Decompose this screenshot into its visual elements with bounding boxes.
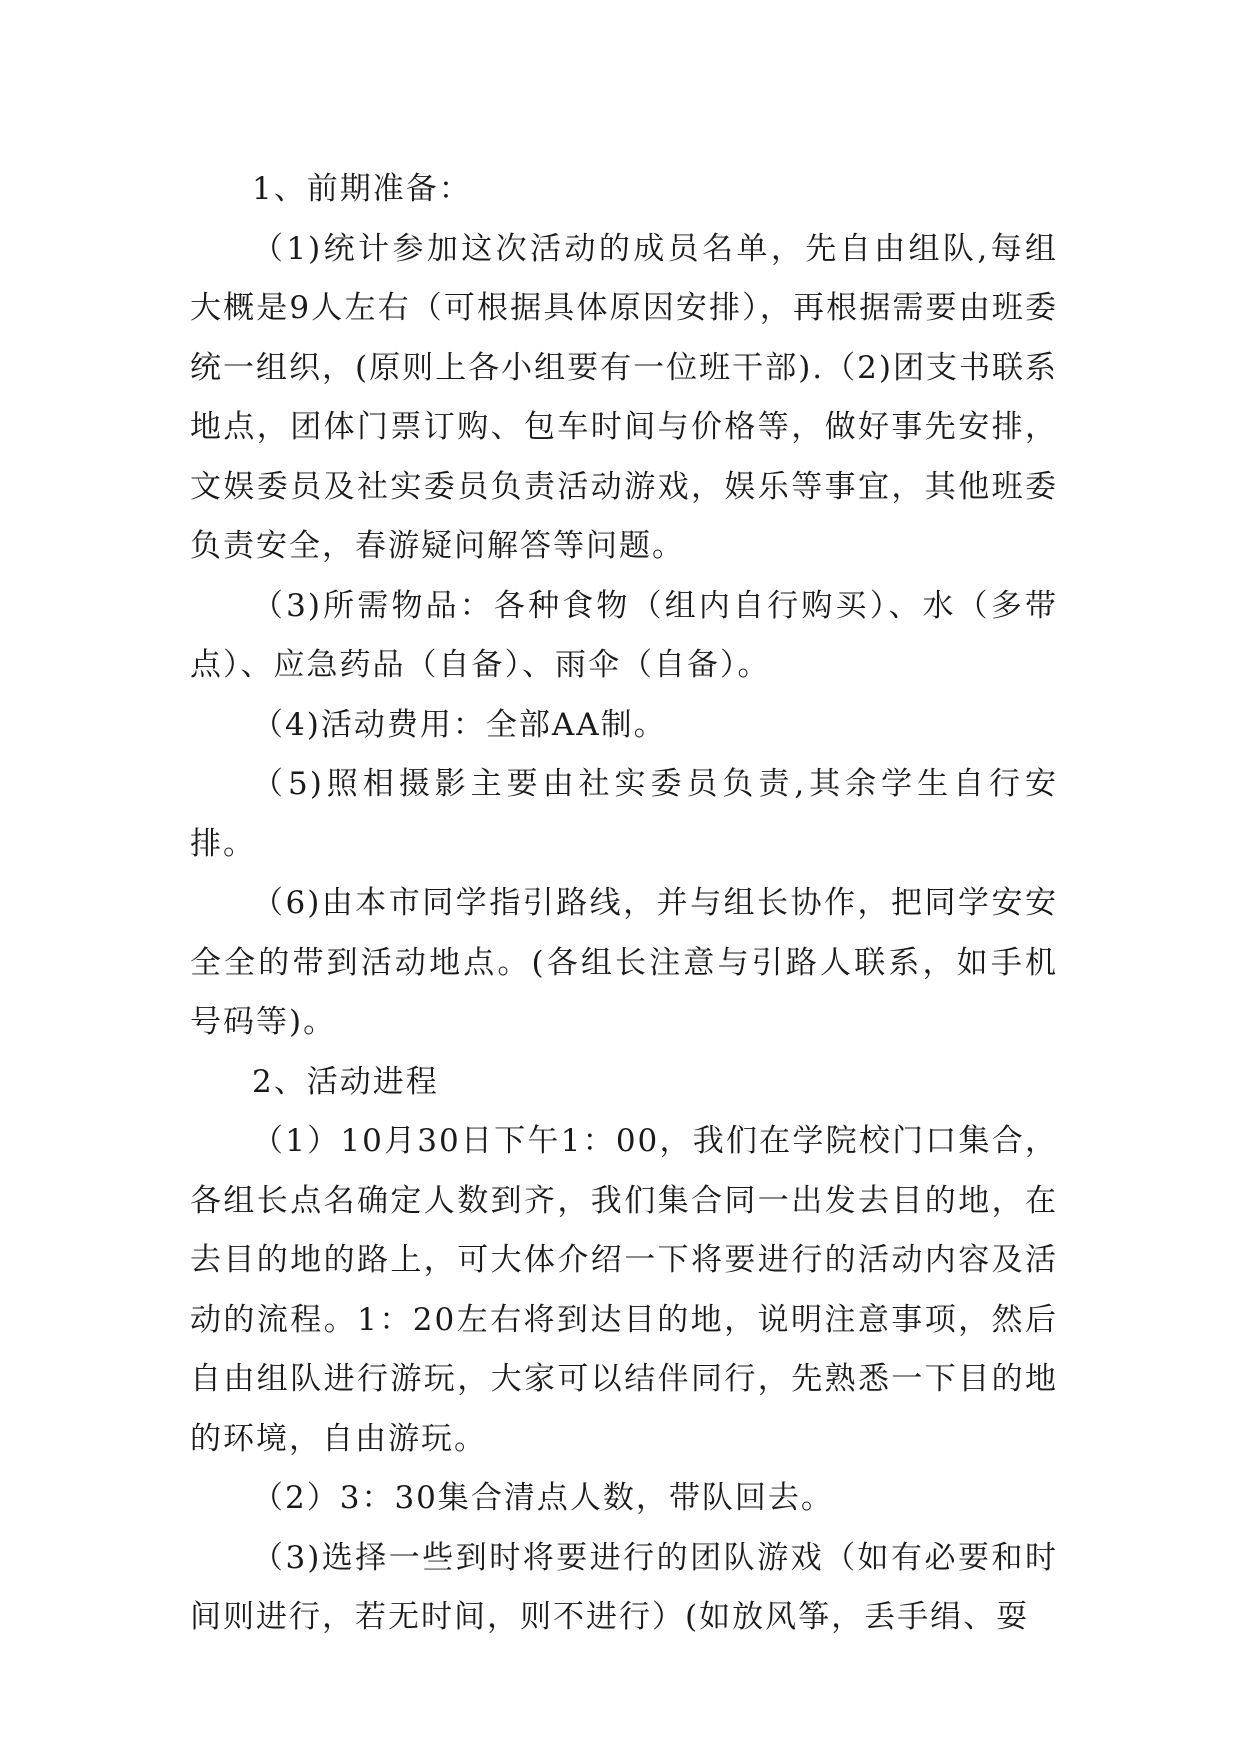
paragraph-schedule: （1）10月30日下午1：00，我们在学院校门口集合，各组长点名确定人数到齐，我们集合同一出发去目的地，在去目的地的路上，可大体介绍一下将要进行的活动内容及活动的流程。1：20左右将到达目的地，说明注意事项，然后自由组队进行游玩，大家可以结伴同行，先熟悉一下目的地的环境，自由游玩。 (190, 1123, 1058, 1457)
paragraph-games: （3)选择一些到时将要进行的团队游戏（如有必要和时间则进行，若无时间，则不进行）(如放风筝，丢手绢、耍 (190, 1539, 1058, 1635)
section-heading-preparation: 1、前期准备： (252, 171, 472, 207)
paragraph-route: （6)由本市同学指引路线，并与组长协作，把同学安安全全的带到活动地点。(各组长注意与引路人联系，如手机号码等)。 (190, 885, 1058, 1040)
paragraph-photography: （5)照相摄影主要由社实委员负责,其余学生自行安排。 (190, 766, 1058, 862)
document-body (190, 160, 1058, 1648)
section-heading-process: 2、活动进程 (252, 1063, 439, 1100)
paragraph-member-list: （1)统计参加这次活动的成员名单，先自由组队,每组大概是9人左右（可根据具体原因安排），再根据需要由班委统一组织，(原则上各小组要有一位班干部).（2)团支书联系地点，团体门票订购、包车时间与价格等，做好事先安排，文娱委员及社实委员负责活动游戏，娱乐等事宜，其他班委负责安全，春游疑问解答等问题。 (190, 230, 1058, 564)
paragraph-costs: （4)活动费用：全部AA制。 (252, 706, 667, 743)
paragraph-supplies: （3)所需物品：各种食物（组内自行购买）、水（多带点）、应急药品（自备）、雨伞（自备）。 (190, 587, 1058, 683)
paragraph-return: （2）3：30集合清点人数，带队回去。 (252, 1480, 834, 1516)
